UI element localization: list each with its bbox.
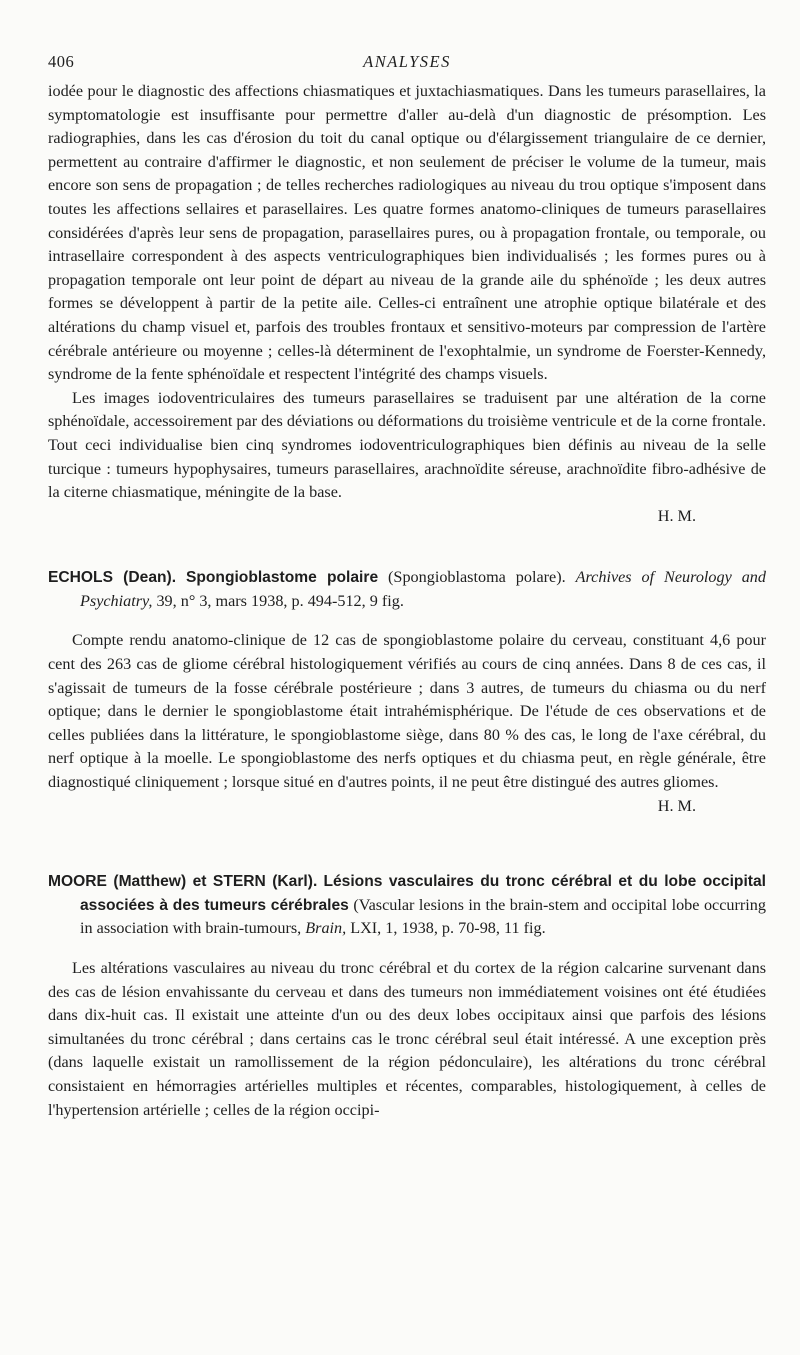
body-paragraph: Compte rendu anatomo-clinique de 12 cas de spongioblastome polaire du cerveau, constituant 4,6 pour cent des 263 cas de gliome cérébral histologiquement vérifiés au cours de cinq années. Dans 8 de ces cas, il s'agissait de tumeurs de la fosse cérébrale postérieure ; dans 3 autres, de tumeurs du chiasma ou du nerf optique; dans le dernier le spongioblastome était intrahémisphérique. De l'étude de ces observations et de celles publiées dans la littérature, le spongioblastome siège, dans 80 % des cas, le long de l'axe cérébral, du nerf optique à la moelle. Le spongioblastome des nerfs optiques et du chiasma peut, en règle générale, être diagnostiqué cliniquement ; lorsque situé en d'autres points, il ne peut être distingué des autres gliomes. [48,631,766,792]
signature: H. M. [657,506,696,525]
original-title: (Spongioblastoma polare). [388,568,566,587]
journal-name: Archives of Neurology and Psychiatry, [80,568,766,610]
body-paragraph: Les images iodoventriculaires des tumeurs parasellaires se traduisent par une altération de la corne sphénoïdale, accessoirement par des déviations ou déformations du troisième ventricule et de la corne frontale. Tout ceci individualise bien cinq syndromes iodoventriculographiques bien définis au niveau de la selle turcique : tumeurs hypophysaires, tumeurs parasellaires, arachnoïdite séreuse, arachnoïdite fibro-adhésive de la citerne chiasmatique, méningite de la base. [48,388,766,502]
article-echols [48,566,766,818]
article-authors: ECHOLS (Dean). [48,569,177,587]
page-number: 406 [48,52,75,71]
citation: LXI, 1, 1938, p. 70-98, 11 fig. [350,919,546,938]
continuation-section [48,80,766,528]
article-title: Lésions vasculaires du tronc cérébral et du lobe occipital associées à des tumeurs cérébrales [80,873,766,914]
article-reference [48,870,766,941]
running-title: ANALYSES [363,52,451,71]
body-paragraph: iodée pour le diagnostic des affections chiasmatiques et juxtachiasmatiques. Dans les tumeurs parasellaires, la symptomatologie est insuffisante pour permettre d'aller au-delà d'un diagnostic de présomption. Les radiographies, dans les cas d'érosion du toit du canal optique ou d'élargissement triangulaire de ce dernier, permettent au contraire d'affirmer le diagnostic, et non seulement de préciser le volume de la tumeur, mais encore son sens de propagation ; de telles recherches radiologiques au niveau du trou optique s'imposent dans toutes les affections sellaires et parasellaires. Les quatre formes anatomo-cliniques de tumeurs parasellaires considérées d'après leur sens de propagation, parasellaires pures, ou à propagation frontale, ou temporale, ou intrasellaire correspondent à des aspects ventriculographiques bien individualisés ; les formes pures ou à propagation temporale ont leur point de départ au niveau de la grande aile du sphénoïde ; les deux autres formes se développent à partir de la petite aile. Celles-ci entraînent une atrophie optique bilatérale et des altérations du champ visuel et, parfois des troubles frontaux et sensitivo-moteurs par compression de l'artère cérébrale antérieure ou moyenne ; celles-là déterminent de l'exophtalmie, un syndrome de Foerster-Kennedy, syndrome de la fente sphénoïdale et respectent l'intégrité des champs visuels. [48,82,766,384]
journal-name: Brain, [305,919,347,938]
running-head [48,52,766,80]
body-paragraph: Les altérations vasculaires au niveau du tronc cérébral et du cortex de la région calcarine survenant dans des cas de lésion envahissante du cerveau et dans des tumeurs non immédiatement voisines ont été étudiées dans dix-huit cas. Il existait une atteinte d'un ou des deux lobes occipitaux ainsi que parfois des lésions simultanées du tronc cérébral ; dans certains cas le tronc cérébral seul était intéressé. A une exception près (dans laquelle existait un ramollissement de la région pédonculaire), les altérations du tronc cérébral consistaient en hémorragies artérielles multiples et récentes, comparables, histologiquement, à celles de l'hypertension artérielle ; celles de la région occipi- [48,959,766,1119]
article-moore-stern [48,870,766,1122]
article-authors: MOORE (Matthew) et STERN (Karl). [48,873,318,891]
signature: H. M. [657,796,696,815]
original-title: (Vascular lesions in the brain-stem and occipital lobe occurring in association with brain-tumours, [80,895,766,938]
citation: 39, n° 3, mars 1938, p. 494-512, 9 fig. [156,591,404,610]
article-reference [48,566,766,613]
article-title: Spongioblastome polaire [185,569,379,587]
